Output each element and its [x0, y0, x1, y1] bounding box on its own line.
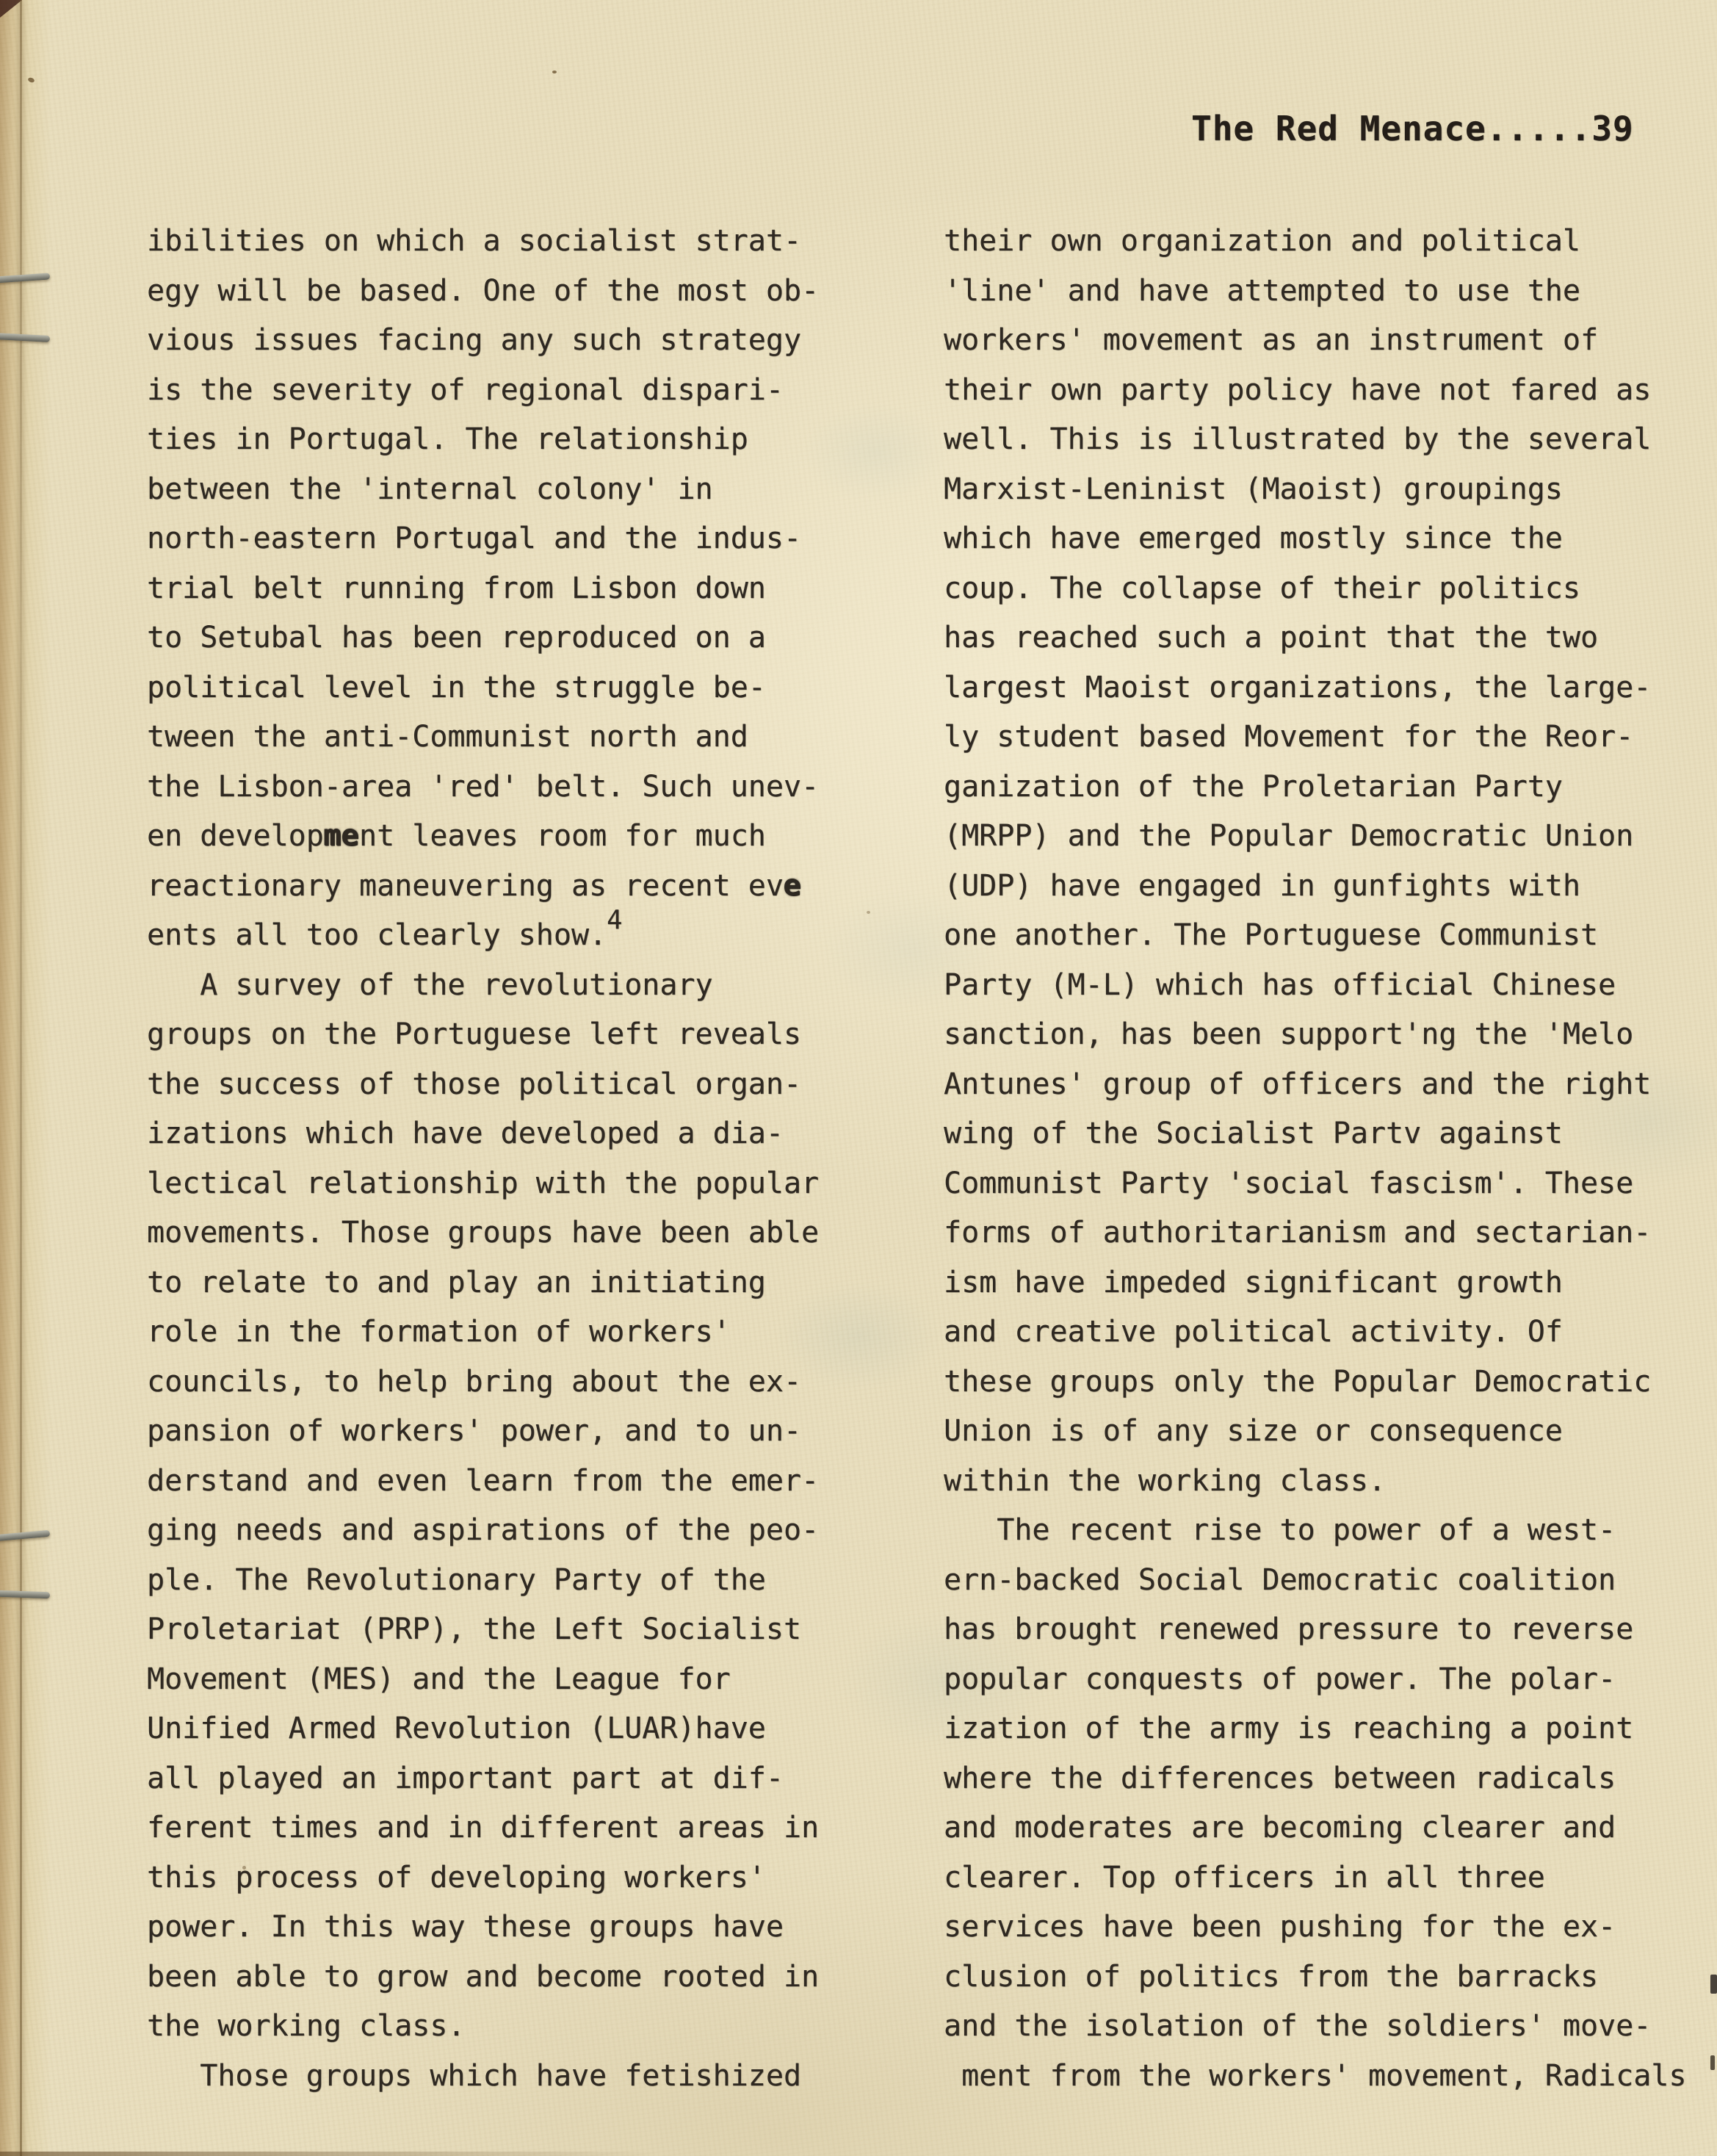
- text-line: and moderates are becoming clearer and: [944, 1811, 1616, 1845]
- text-line: clearer. Top officers in all three: [944, 1860, 1545, 1894]
- text-line: wing of the Socialist Partv against: [944, 1117, 1563, 1150]
- text-line: all played an important part at dif-: [147, 1761, 784, 1795]
- text-line: to relate to and play an initiating: [147, 1265, 766, 1299]
- text-line: ism have impeded significant growth: [944, 1265, 1563, 1299]
- text-line: Antunes' group of officers and the right: [944, 1067, 1652, 1101]
- text-line: ging needs and aspirations of the peo-: [147, 1513, 820, 1547]
- page-bottom-edge-shadow: [0, 2152, 661, 2156]
- text-line: clusion of politics from the barracks: [944, 1959, 1599, 1994]
- text-line: ly student based Movement for the Reor-: [944, 720, 1634, 754]
- text-line: movements. Those groups have been able: [147, 1216, 820, 1250]
- staple-icon: [0, 273, 50, 283]
- text-line: ferent times and in different areas in: [147, 1811, 820, 1845]
- text-line: Movement (MES) and the League for: [147, 1662, 731, 1696]
- edge-mark: [1710, 1975, 1717, 1994]
- text-line: role in the formation of workers': [147, 1315, 731, 1349]
- text-line: north-eastern Portugal and the indus-: [147, 522, 802, 555]
- text-line: political level in the struggle be-: [147, 670, 766, 704]
- text-line: their own party policy have not fared as: [944, 372, 1652, 407]
- text-line: Proletariat (PRP), the Left Socialist: [147, 1612, 802, 1646]
- paper-speck: [552, 71, 557, 73]
- text-line: A survey of the revolutionary: [147, 967, 713, 1002]
- text-line: workers' movement as an instrument of: [944, 323, 1599, 357]
- text-line: ment from the workers' movement, Radicals: [944, 2058, 1687, 2093]
- text-line: the Lisbon-area 'red' belt. Such unev-: [147, 769, 820, 804]
- staple-icon: [0, 333, 50, 342]
- text-line: Communist Party 'social fascism'. These: [944, 1166, 1634, 1200]
- text-line: ibilities on which a socialist strat-: [147, 224, 802, 258]
- text-line: where the differences between radicals: [944, 1761, 1616, 1795]
- text-line: well. This is illustrated by the several: [944, 422, 1652, 456]
- paper-speck: [27, 77, 35, 84]
- text-segment: ents all too clearly show.: [147, 918, 607, 952]
- text-line: councils, to help bring about the ex-: [147, 1364, 802, 1399]
- paper-speck: [867, 911, 870, 914]
- text-line: 'line' and have attempted to use the: [944, 273, 1580, 308]
- text-line: [147, 812, 852, 862]
- binding-crease: [20, 0, 22, 2156]
- text-line: (UDP) have engaged in gunfights with: [944, 868, 1580, 903]
- text-line: popular conquests of power. The polar-: [944, 1662, 1616, 1696]
- text-line: largest Maoist organizations, the large-: [944, 670, 1652, 704]
- text-segment-overstrike: me: [323, 819, 359, 853]
- text-line: between the 'internal colony' in: [147, 472, 713, 506]
- text-line: forms of authoritarianism and sectarian-: [944, 1216, 1652, 1250]
- text-segment: nt leaves room for much: [359, 819, 766, 853]
- text-line: trial belt running from Lisbon down: [147, 571, 766, 605]
- text-line: Party (M-L) which has official Chinese: [944, 967, 1616, 1002]
- text-line: groups on the Portuguese left reveals: [147, 1017, 802, 1051]
- text-line: has brought renewed pressure to reverse: [944, 1612, 1634, 1646]
- text-line: this process of developing workers': [147, 1860, 766, 1894]
- text-segment-overstrike: e: [783, 868, 802, 903]
- left-column: [147, 217, 852, 2101]
- text-line: and creative political activity. Of: [944, 1315, 1563, 1349]
- text-line: [147, 862, 852, 912]
- text-line: pansion of workers' power, and to un-: [147, 1414, 802, 1448]
- text-line: the success of those political organ-: [147, 1067, 802, 1101]
- text-line: their own organization and political: [944, 224, 1580, 258]
- text-segment: reactionary maneuvering as recent ev: [147, 868, 784, 903]
- text-line: these groups only the Popular Democratic: [944, 1364, 1652, 1399]
- staple-icon: [0, 1530, 50, 1541]
- text-line: tween the anti-Communist north and: [147, 720, 748, 754]
- text-line: one another. The Portuguese Communist: [944, 918, 1599, 952]
- text-segment: en develop: [147, 819, 324, 853]
- text-line: coup. The collapse of their politics: [944, 571, 1580, 605]
- text-line: Those groups which have fetishized: [147, 2058, 802, 2093]
- text-line: the working class.: [147, 2009, 466, 2043]
- text-segment-superscript: 4: [607, 905, 623, 936]
- text-line: to Setubal has been reproduced on a: [147, 621, 766, 655]
- text-line: which have emerged mostly since the: [944, 522, 1563, 555]
- text-line: within the working class.: [944, 1463, 1387, 1498]
- text-line: power. In this way these groups have: [147, 1910, 784, 1944]
- text-line: vious issues facing any such strategy: [147, 323, 802, 357]
- page-corner-shadow: [0, 0, 22, 18]
- text-line: is the severity of regional dispari-: [147, 372, 784, 407]
- right-column: [944, 217, 1717, 2101]
- text-line: The recent rise to power of a west-: [944, 1513, 1616, 1547]
- page-header: The Red Menace.....39: [1191, 109, 1634, 148]
- text-line: ganization of the Proletarian Party: [944, 769, 1563, 804]
- text-line: ties in Portugal. The relationship: [147, 422, 748, 456]
- text-line: derstand and even learn from the emer-: [147, 1463, 820, 1498]
- text-line: [147, 905, 852, 961]
- text-line: izations which have developed a dia-: [147, 1117, 784, 1150]
- text-line: and the isolation of the soldiers' move-: [944, 2009, 1652, 2043]
- text-line: Unified Armed Revolution (LUAR)have: [147, 1712, 766, 1745]
- text-line: been able to grow and become rooted in: [147, 1959, 820, 1994]
- text-line: lectical relationship with the popular: [147, 1166, 820, 1200]
- text-line: services have been pushing for the ex-: [944, 1910, 1616, 1944]
- edge-mark: [1710, 2055, 1715, 2070]
- text-line: ple. The Revolutionary Party of the: [147, 1562, 766, 1597]
- text-line: egy will be based. One of the most ob-: [147, 273, 820, 308]
- text-line: has reached such a point that the two: [944, 621, 1599, 655]
- text-line: Union is of any size or consequence: [944, 1414, 1563, 1448]
- text-line: Marxist-Leninist (Maoist) groupings: [944, 472, 1563, 506]
- staple-icon: [0, 1590, 50, 1599]
- text-line: ization of the army is reaching a point: [944, 1712, 1634, 1745]
- text-line: ern-backed Social Democratic coalition: [944, 1562, 1616, 1597]
- text-line: sanction, has been support'ng the 'Melo: [944, 1017, 1634, 1051]
- text-line: (MRPP) and the Popular Democratic Union: [944, 819, 1634, 853]
